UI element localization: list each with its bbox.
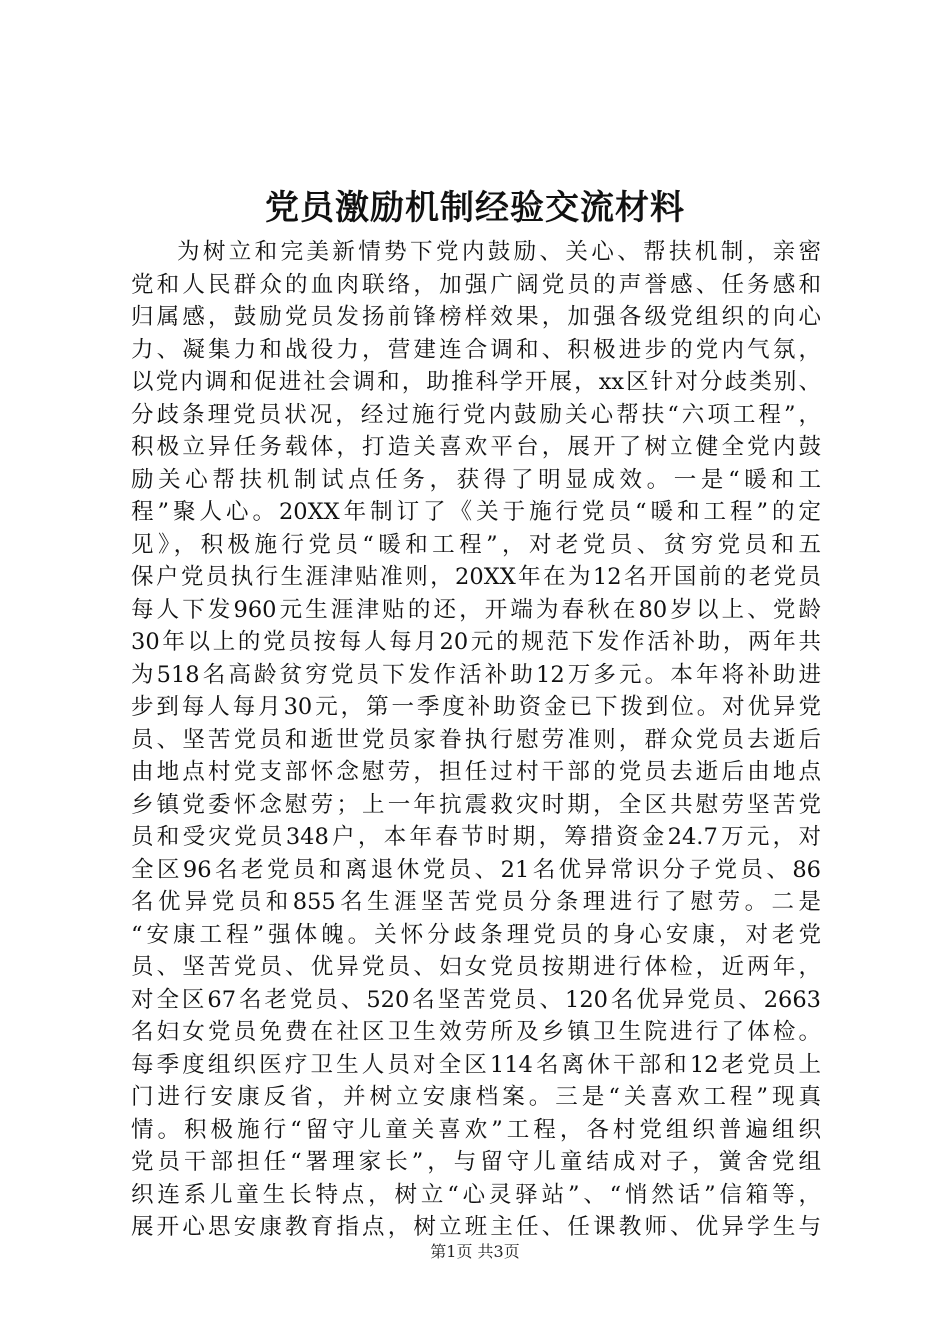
body-line: 程”聚人心。20XX年制订了《关于施行党员“暖和工程”的定 xyxy=(131,499,821,525)
body-line: 乡镇党委怀念慰劳；上一年抗震救灾时期，全区共慰劳坚苦党 xyxy=(131,791,821,818)
body-line: 全区96名老党员和离退休党员、21名优异常识分子党员、86 xyxy=(131,856,821,883)
document-title: 党员激励机制经验交流材料 xyxy=(265,188,685,228)
body-line: “安康工程”强体魄。关怀分歧条理党员的身心安康，对老党 xyxy=(131,921,821,948)
body-line: 情。积极施行“留守儿童关喜欢”工程，各村党组织普遍组织 xyxy=(131,1116,821,1143)
page-number: 第1页 共3页 xyxy=(430,1242,520,1261)
body-line: 每人下发960元生涯津贴的还，开端为春秋在80岁以上、党龄 xyxy=(131,596,821,623)
body-line: 以党内调和促进社会调和，助推科学开展，xx区针对分歧类别、 xyxy=(131,369,821,395)
document-body xyxy=(131,236,821,1244)
body-line: 对全区67名老党员、520名坚苦党员、120名优异党员、2663 xyxy=(131,986,821,1013)
body-line: 为518名高龄贫穷党员下发作活补助12万多元。本年将补助进 xyxy=(131,661,821,688)
body-line: 见》，积极施行党员“暖和工程”，对老党员、贫穷党员和五 xyxy=(131,531,821,558)
body-line: 力、凝集力和战役力，营建连合调和、积极进步的党内气氛， xyxy=(131,336,821,363)
body-line: 积极立异任务载体，打造关喜欢平台，展开了树立健全党内鼓 xyxy=(131,434,821,460)
body-line: 励关心帮扶机制试点任务，获得了明显成效。一是“暖和工 xyxy=(131,466,821,493)
body-line: 门进行安康反省，并树立安康档案。三是“关喜欢工程”现真 xyxy=(131,1084,821,1110)
body-line: 由地点村党支部怀念慰劳，担任过村干部的党员去逝后由地点 xyxy=(131,759,821,785)
body-line: 织连系儿童生长特点，树立“心灵驿站”、“悄然话”信箱等， xyxy=(131,1181,821,1208)
body-line: 展开心思安康教育指点，树立班主任、任课教师、优异学生与 xyxy=(131,1214,821,1240)
body-line: 名妇女党员免费在社区卫生效劳所及乡镇卫生院进行了体检。 xyxy=(131,1019,821,1045)
body-line: 名优异党员和855名生涯坚苦党员分条理进行了慰劳。二是 xyxy=(131,889,821,915)
body-line: 党和人民群众的血肉联络，加强广阔党员的声誉感、任务感和 xyxy=(131,271,821,298)
body-line: 员、坚苦党员、优异党员、妇女党员按期进行体检，近两年， xyxy=(131,954,821,980)
body-line: 员和受灾党员348户，本年春节时期，筹措资金24.7万元，对 xyxy=(131,824,821,850)
body-line: 为树立和完美新情势下党内鼓励、关心、帮扶机制，亲密 xyxy=(177,239,821,265)
body-line: 党员干部担任“署理家长”，与留守儿童结成对子，黉舍党组 xyxy=(131,1149,821,1175)
body-line: 每季度组织医疗卫生人员对全区114名离休干部和12老党员上 xyxy=(131,1051,821,1078)
body-line: 30年以上的党员按每人每月20元的规范下发作活补助，两年共 xyxy=(131,629,821,655)
body-line: 分歧条理党员状况，经过施行党内鼓励关心帮扶“六项工程”， xyxy=(131,401,821,428)
body-line: 归属感，鼓励党员发扬前锋榜样效果，加强各级党组织的向心 xyxy=(131,304,821,330)
body-line: 员、坚苦党员和逝世党员家眷执行慰劳准则，群众党员去逝后 xyxy=(131,726,821,753)
body-line: 保户党员执行生涯津贴准则，20XX年在为12名开国前的老党员 xyxy=(131,564,821,590)
body-line: 步到每人每月30元，第一季度补助资金已下拨到位。对优异党 xyxy=(131,694,821,720)
